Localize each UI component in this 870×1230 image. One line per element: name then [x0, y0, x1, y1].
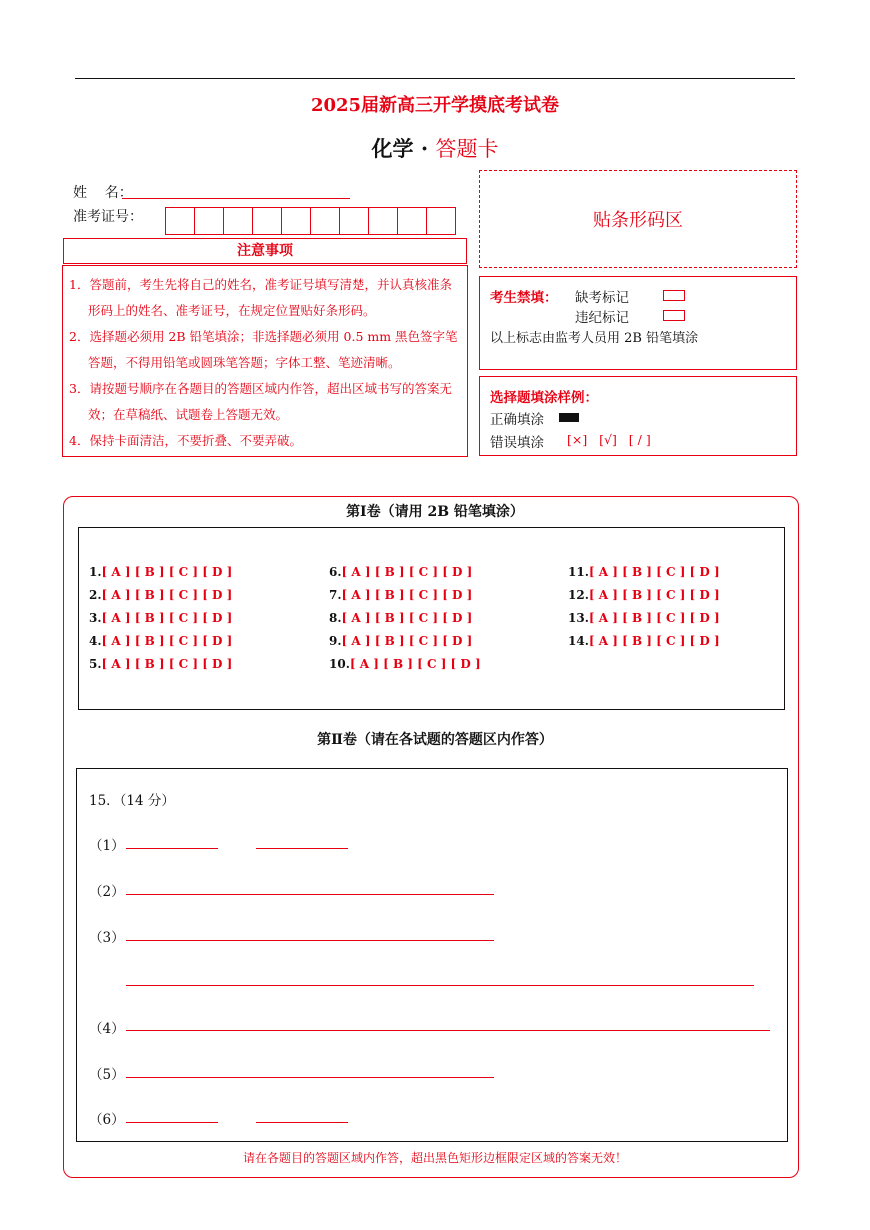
notice-item: 1．答题前，考生先将自己的姓名，准考证号填写清楚，并认真核准条形码上的姓名、准考证号，在规定位置贴好条形码。: [69, 277, 452, 318]
question-number: 13.: [568, 611, 589, 625]
id-label: 准考证号：: [73, 209, 143, 225]
mcq-question[interactable]: [89, 657, 232, 671]
wrong-fill-samples: [×] [√] [ / ]: [567, 432, 651, 447]
id-digit-box[interactable]: [252, 207, 282, 235]
top-rule: [75, 78, 795, 79]
question-number: 2.: [89, 588, 102, 602]
part1-title: 第Ⅰ卷（请用 2B 铅笔填涂）: [346, 504, 524, 520]
option-bubbles[interactable]: [ A ] [ B ] [ C ] [ D ]: [101, 588, 233, 602]
question-number: 6.: [329, 565, 342, 579]
forbidden-note: 以上标志由监考人员用 2B 铅笔填涂: [490, 331, 699, 346]
question-number: 3.: [89, 611, 102, 625]
question-number: 7.: [329, 588, 342, 602]
violation-mark-box[interactable]: [663, 310, 685, 321]
violation-label: 违纪标记: [575, 310, 629, 326]
fill-sample-title: 选择题填涂样例：: [490, 390, 598, 406]
q15-header: 15．（14 分）: [89, 793, 175, 809]
id-digit-box[interactable]: [281, 207, 311, 235]
question-number: 14.: [568, 634, 589, 648]
option-bubbles[interactable]: [ A ] [ B ] [ C ] [ D ]: [101, 634, 233, 648]
answer-line[interactable]: [126, 1077, 494, 1078]
id-digit-box[interactable]: [397, 207, 427, 235]
q15-answer-box: [76, 768, 788, 1142]
subquestion-label: （5）: [89, 1067, 125, 1083]
option-bubbles[interactable]: [ A ] [ B ] [ C ] [ D ]: [101, 565, 233, 579]
mcq-question[interactable]: [89, 634, 232, 648]
subquestion-label: （1）: [89, 838, 125, 854]
id-digit-box[interactable]: [165, 207, 195, 235]
mcq-question[interactable]: [89, 588, 232, 602]
mcq-question[interactable]: [568, 611, 720, 625]
option-bubbles[interactable]: [ A ] [ B ] [ C ] [ D ]: [349, 657, 481, 671]
exam-title: 2025届新高三开学摸底考试卷: [310, 95, 560, 116]
barcode-area: 贴条形码区: [479, 170, 797, 268]
card-label: 答题卡: [435, 137, 499, 161]
correct-fill-sample: [559, 413, 579, 422]
question-number: 10.: [329, 657, 350, 671]
option-bubbles[interactable]: [ A ] [ B ] [ C ] [ D ]: [101, 611, 233, 625]
option-bubbles[interactable]: [ A ] [ B ] [ C ] [ D ]: [341, 611, 473, 625]
wrong-fill-label: 错误填涂: [490, 435, 544, 451]
subject-title: [0, 133, 870, 163]
subject-name: 化学 ·: [371, 136, 436, 161]
mcq-question[interactable]: [568, 588, 720, 602]
option-bubbles[interactable]: [ A ] [ B ] [ C ] [ D ]: [588, 588, 720, 602]
option-bubbles[interactable]: [ A ] [ B ] [ C ] [ D ]: [588, 611, 720, 625]
id-number-boxes[interactable]: [166, 207, 456, 235]
question-number: 1.: [89, 565, 102, 579]
mcq-question[interactable]: [329, 588, 472, 602]
question-number: 9.: [329, 634, 342, 648]
option-bubbles[interactable]: [ A ] [ B ] [ C ] [ D ]: [588, 634, 720, 648]
answer-line[interactable]: [126, 894, 494, 895]
mcq-question[interactable]: [329, 657, 481, 671]
question-number: 12.: [568, 588, 589, 602]
notice-item: 2．选择题必须用 2B 铅笔填涂；非选择题必须用 0.5 mm 黑色签字笔答题，不得用铅笔或圆珠笔答题；字体工整、笔迹清晰。: [69, 329, 458, 370]
subquestion-label: （2）: [89, 884, 125, 900]
mcq-question[interactable]: [329, 565, 472, 579]
answer-line[interactable]: [256, 848, 348, 849]
subquestion-label: （3）: [89, 930, 125, 946]
part2-title: 第Ⅱ卷（请在各试题的答题区内作答）: [317, 732, 553, 748]
option-bubbles[interactable]: [ A ] [ B ] [ C ] [ D ]: [341, 588, 473, 602]
id-digit-box[interactable]: [194, 207, 224, 235]
mcq-question[interactable]: [568, 565, 720, 579]
option-bubbles[interactable]: [ A ] [ B ] [ C ] [ D ]: [101, 657, 233, 671]
mcq-question[interactable]: [329, 634, 472, 648]
name-label: 姓 名：: [73, 185, 133, 201]
mcq-question[interactable]: [89, 565, 232, 579]
answer-line[interactable]: [126, 848, 218, 849]
mcq-question[interactable]: [89, 611, 232, 625]
id-digit-box[interactable]: [368, 207, 398, 235]
id-digit-box[interactable]: [339, 207, 369, 235]
footer-warning: 请在各题目的答题区域内作答，超出黑色矩形边框限定区域的答案无效！: [242, 1151, 627, 1165]
notice-item: 3．请按题号顺序在各题目的答题区域内作答，超出区域书写的答案无效；在草稿纸、试题卷上答题无效。: [69, 381, 452, 422]
question-number: 5.: [89, 657, 102, 671]
answer-line[interactable]: [126, 985, 754, 986]
question-number: 8.: [329, 611, 342, 625]
fill-sample-area: [479, 376, 797, 456]
id-digit-box[interactable]: [426, 207, 456, 235]
question-number: 11.: [568, 565, 589, 579]
notice-item: 4．保持卡面清洁，不要折叠、不要弄破。: [69, 433, 302, 448]
subquestion-label: （6）: [89, 1112, 125, 1128]
absent-mark-box[interactable]: [663, 290, 685, 301]
correct-fill-label: 正确填涂: [490, 412, 544, 428]
mcq-question[interactable]: [329, 611, 472, 625]
notice-title: 注意事项: [63, 238, 467, 264]
id-digit-box[interactable]: [310, 207, 340, 235]
id-digit-box[interactable]: [223, 207, 253, 235]
answer-line[interactable]: [126, 940, 494, 941]
answer-line[interactable]: [256, 1122, 348, 1123]
answer-line[interactable]: [126, 1122, 218, 1123]
absent-label: 缺考标记: [575, 290, 629, 306]
forbidden-title: 考生禁填：: [490, 290, 558, 306]
mcq-question[interactable]: [568, 634, 720, 648]
option-bubbles[interactable]: [ A ] [ B ] [ C ] [ D ]: [588, 565, 720, 579]
name-field[interactable]: [122, 198, 350, 199]
answer-line[interactable]: [126, 1030, 770, 1031]
option-bubbles[interactable]: [ A ] [ B ] [ C ] [ D ]: [341, 565, 473, 579]
option-bubbles[interactable]: [ A ] [ B ] [ C ] [ D ]: [341, 634, 473, 648]
question-number: 4.: [89, 634, 102, 648]
notice-body: [62, 265, 468, 457]
forbidden-area: [479, 276, 797, 370]
subquestion-label: （4）: [89, 1021, 125, 1037]
